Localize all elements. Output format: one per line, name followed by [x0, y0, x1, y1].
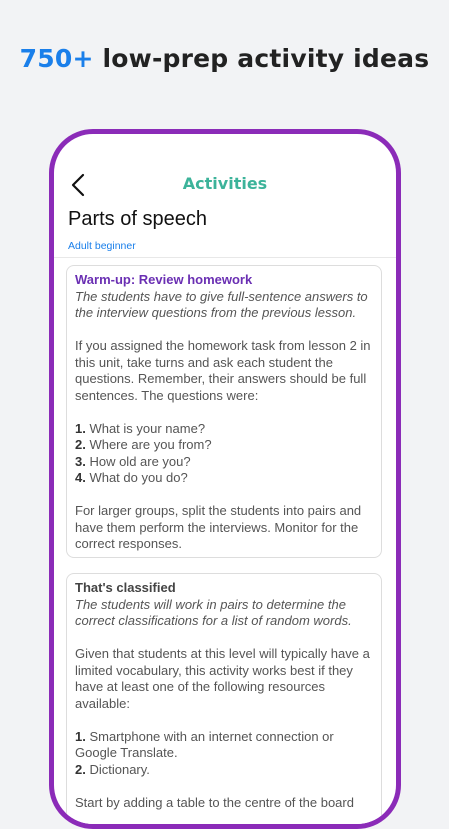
list-item: 2. Dictionary. — [75, 761, 150, 777]
page-title: Parts of speech — [68, 208, 207, 230]
activity-card-classified[interactable] — [66, 573, 382, 829]
promo-headline — [0, 44, 449, 73]
level-label[interactable]: Adult beginner — [68, 240, 136, 252]
list-item: 2. Where are you from? — [75, 437, 212, 452]
list-item: 1. What is your name? — [75, 420, 206, 436]
card-outro: Start by adding a table to the centre of the board — [75, 794, 354, 810]
list-item: 1. Smartphone with an internet connection or Google Translate. — [75, 728, 334, 760]
app-screen — [54, 134, 396, 824]
card-intro: If you assigned the homework task from lesson 2 in this unit, take turns and ask each student the questions. Remember, their answers should be full sentences. The questions were: — [75, 338, 371, 403]
question-list — [75, 421, 373, 487]
resource-list — [75, 729, 373, 779]
card-intro: Given that students at this level will typically have a limited vocabulary, this activity works best if they have at least one of the following resources available: — [75, 646, 370, 711]
card-outro: For larger groups, split the students into pairs and have them perform the interviews. Monitor for the correct responses. — [75, 503, 362, 551]
card-summary: The students will work in pairs to determine the correct classifications for a list of random words. — [75, 596, 352, 628]
phone-frame — [49, 129, 401, 829]
list-item: 3. How old are you? — [75, 453, 191, 469]
activity-card-warmup[interactable] — [66, 265, 382, 558]
card-summary: The students have to give full-sentence answers to the interview questions from the previous lesson. — [75, 288, 368, 320]
nav-title: Activities — [182, 174, 268, 193]
card-title: That's classified — [75, 580, 176, 595]
list-item: 4. What do you do? — [75, 470, 188, 485]
headline-text: low-prep activity ideas — [93, 44, 430, 73]
header-divider — [54, 257, 396, 258]
card-title: Warm-up: Review homework — [75, 272, 253, 287]
headline-accent: 750+ — [19, 44, 94, 73]
